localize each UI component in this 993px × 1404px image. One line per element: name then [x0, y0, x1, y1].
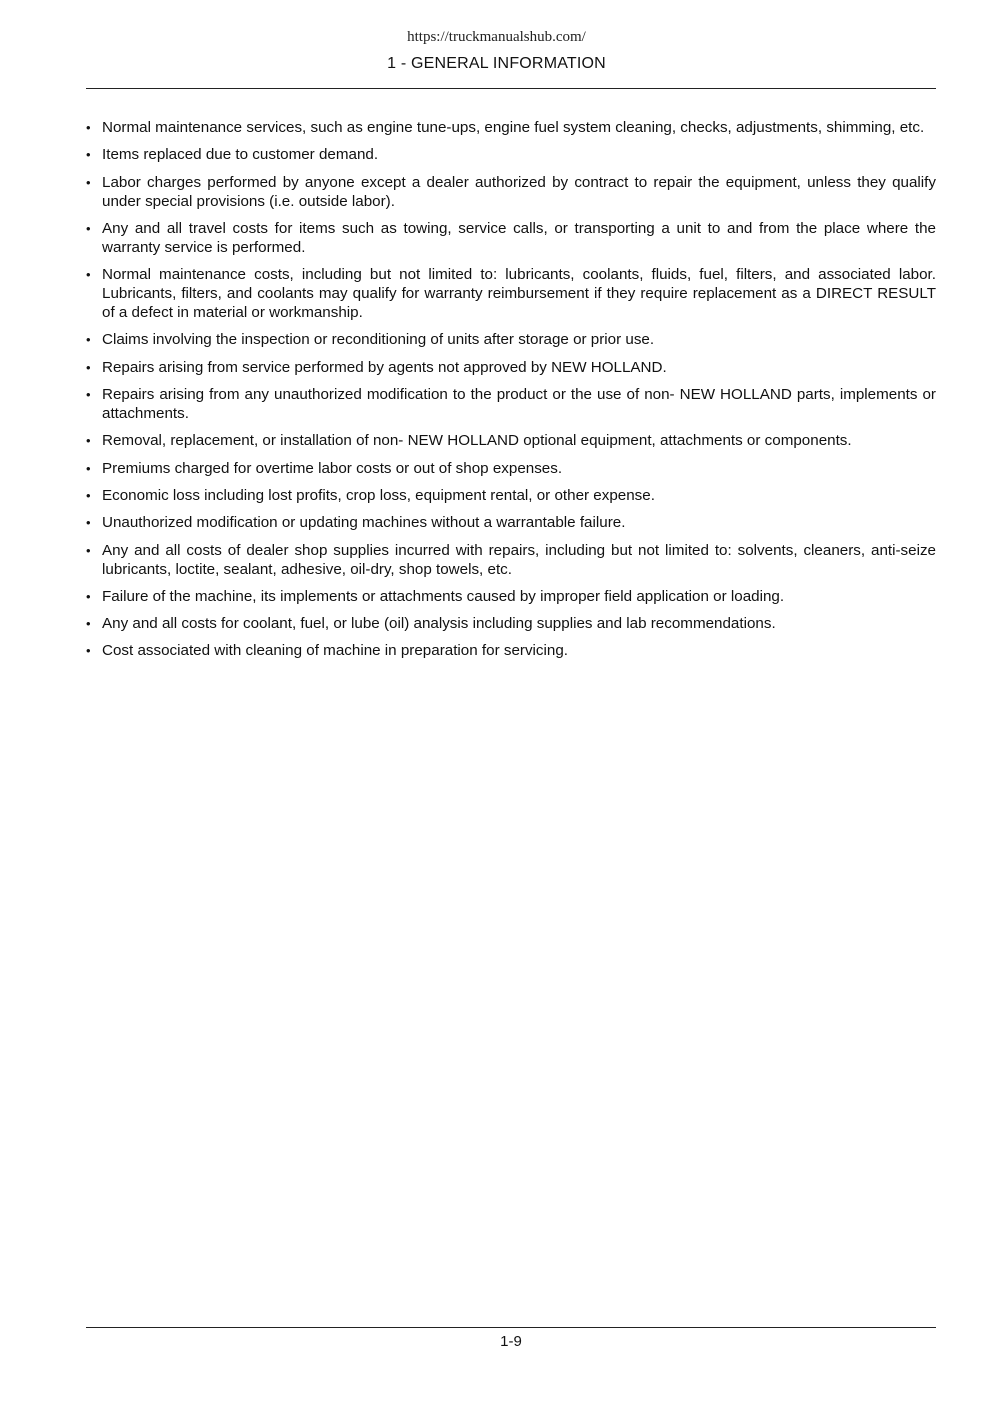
list-item	[86, 358, 936, 377]
list-item-text: Premiums charged for overtime labor costs or out of shop expenses.	[102, 459, 563, 477]
list-item	[86, 641, 936, 660]
list-item-text: Normal maintenance services, such as engine tune-ups, engine fuel system cleaning, checks, adjustments, shimming, etc.	[102, 119, 925, 136]
list-item-text: Claims involving the inspection or reconditioning of units after storage or prior use.	[102, 331, 655, 349]
list-item	[86, 173, 936, 211]
header-url: https://truckmanualshub.com/	[407, 29, 586, 45]
list-item-text: Cost associated with cleaning of machine in preparation for servicing.	[102, 642, 568, 660]
bullet-icon: •	[86, 487, 91, 503]
list-item-text: Any and all travel costs for items such as towing, service calls, or transporting a unit to and from the place where the warranty service is performed.	[102, 219, 936, 256]
list-item	[86, 486, 936, 505]
list-item	[86, 145, 936, 164]
header-divider	[86, 88, 936, 89]
list-item	[86, 459, 936, 478]
list-item	[86, 587, 936, 606]
list-item-text: Any and all costs for coolant, fuel, or lube (oil) analysis including supplies and lab recommendations.	[102, 615, 776, 633]
bullet-icon: •	[86, 147, 91, 163]
bullet-icon: •	[86, 433, 91, 449]
list-item-text: Repairs arising from service performed by agents not approved by NEW HOLLAND.	[102, 358, 667, 376]
bullet-icon: •	[86, 387, 91, 403]
list-item-text: Unauthorized modification or updating machines without a warrantable failure.	[102, 514, 626, 532]
bullet-icon: •	[86, 359, 91, 375]
section-title: 1 - GENERAL INFORMATION	[387, 55, 606, 72]
list-item-text: Items replaced due to customer demand.	[102, 146, 379, 164]
bullet-icon: •	[86, 643, 91, 659]
bullet-icon: •	[86, 267, 91, 283]
list-item-text: Labor charges performed by anyone except a dealer authorized by contract to repair the equipment, unless they qualify under special provisions (i.e. outside labor).	[102, 173, 936, 210]
bullet-icon: •	[86, 332, 91, 348]
list-item-text: Failure of the machine, its implements or attachments caused by improper field application or loading.	[102, 587, 785, 605]
list-item-text: Repairs arising from any unauthorized modification to the product or the use of non- NEW HOLLAND parts, implements or attachments.	[102, 386, 936, 423]
list-item	[86, 541, 936, 579]
footer-divider	[86, 1327, 936, 1328]
list-item	[86, 118, 936, 137]
bullet-icon: •	[86, 616, 91, 632]
list-item-text: Normal maintenance costs, including but not limited to: lubricants, coolants, fluids, fuel, filters, and associated labor. Lubricants, filters, and coolants may qualify for warranty reimbursement if they require replacement as a DIRECT RESULT of a defect in material or workmanship.	[102, 266, 936, 322]
page-number: 1-9	[500, 1333, 522, 1350]
bullet-icon: •	[86, 120, 91, 135]
list-item-text: Removal, replacement, or installation of non- NEW HOLLAND optional equipment, attachments or components.	[102, 432, 852, 450]
bullet-icon: •	[86, 174, 91, 190]
list-item	[86, 385, 936, 423]
bullet-icon: •	[86, 460, 91, 476]
list-item-text: Any and all costs of dealer shop supplies incurred with repairs, including but not limited to: solvents, cleaners, anti-seize lubricants, loctite, sealant, adhesive, oil-dry, shop towels, etc.	[102, 541, 936, 578]
bullet-icon: •	[86, 515, 91, 531]
list-item-text: Economic loss including lost profits, crop loss, equipment rental, or other expense.	[102, 486, 655, 504]
list-item	[86, 513, 936, 532]
list-item	[86, 431, 936, 450]
list-item	[86, 614, 936, 633]
list-item	[86, 330, 936, 349]
list-item	[86, 219, 936, 257]
bullet-icon: •	[86, 588, 91, 604]
bullet-icon: •	[86, 220, 91, 236]
bullet-icon: •	[86, 542, 91, 558]
warranty-exclusions-list	[86, 118, 936, 669]
list-item	[86, 265, 936, 322]
